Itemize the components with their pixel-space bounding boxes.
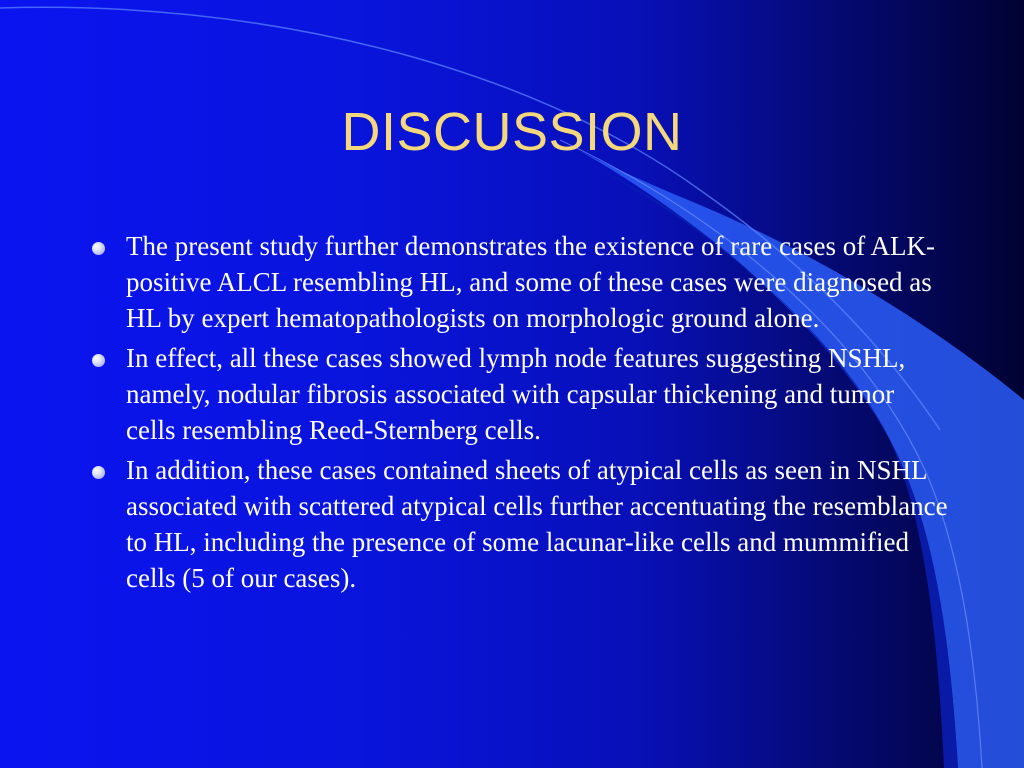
bullet-list	[88, 228, 948, 600]
bullet-text: In addition, these cases contained sheets of atypical cells as seen in NSHL associated with scattered atypical cells further accentuating the resemblance to HL, including the presence of some lacunar-like cells and mummified cells (5 of our cases).	[126, 455, 948, 593]
slide-title: DISCUSSION	[341, 102, 683, 162]
bullet-dot-icon	[92, 242, 105, 255]
bullet-item	[88, 228, 948, 336]
bullet-item	[88, 340, 948, 448]
bullet-item	[88, 452, 948, 596]
bullet-text: The present study further demonstrates the existence of rare cases of ALK-positive ALCL resembling HL, and some of these cases were diagnosed as HL by expert hematopathologists on morphologic ground alone.	[126, 231, 935, 333]
bullet-dot-icon	[92, 354, 105, 367]
bullet-dot-icon	[92, 466, 105, 479]
bullet-text: In effect, all these cases showed lymph node features suggesting NSHL, namely, nodular fibrosis associated with capsular thickening and tumor cells resembling Reed-Sternberg cells.	[126, 343, 906, 445]
